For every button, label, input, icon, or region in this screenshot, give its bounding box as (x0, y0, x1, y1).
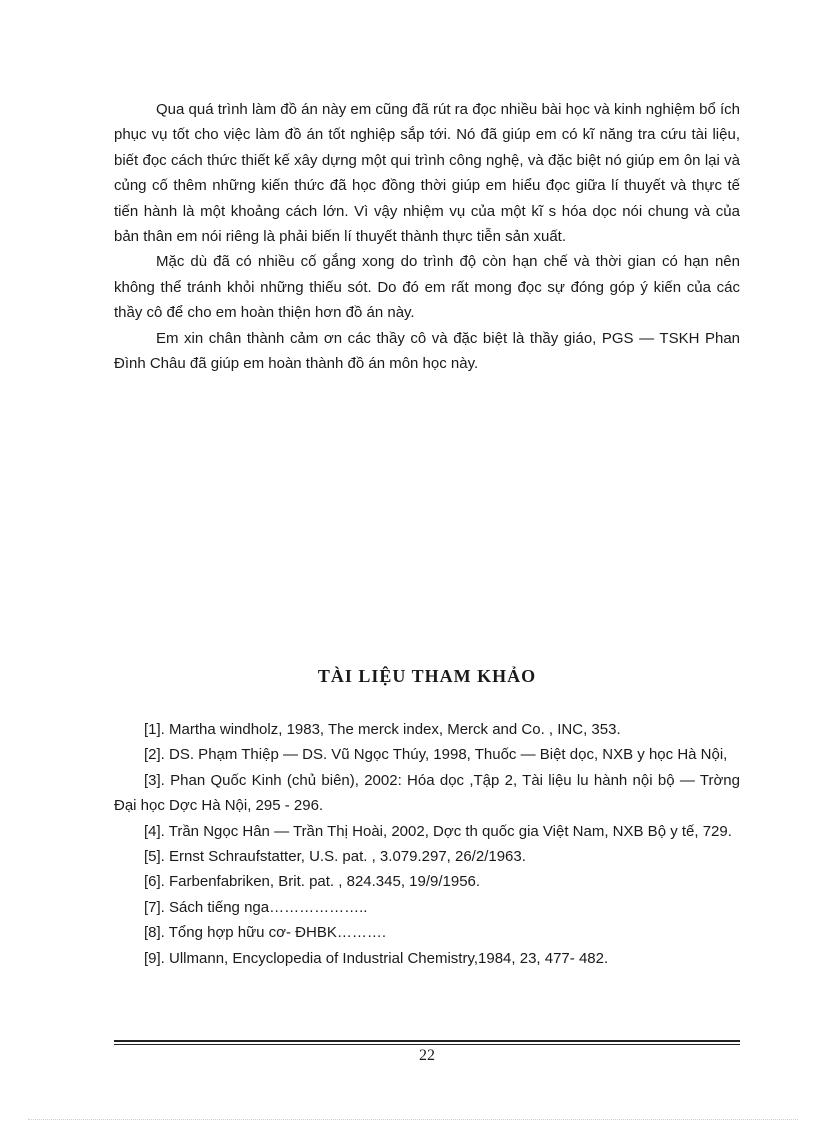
reference-item: [7]. Sách tiếng nga……………….. (144, 898, 368, 916)
conclusion-paragraph-1: Qua quá trình làm đồ án này em cũng đã rút ra đọc nhiều bài học và kinh nghiệm bổ ích phục vụ tốt cho việc làm đồ án tốt nghiệp sắp tới. Nó đã giúp em có kĩ năng tra cứu tài liệu, biết đọc cách thức thiết kế xây dựng một qui trình công nghệ, và đặc biệt nó giúp em ôn lại và củng cố thêm những kiến thức đã học đồng thời giúp em hiểu đọc giữa lí thuyết và thực tế tiến hành là một khoảng cách lớn. Vì vậy nhiệm vụ của một kĩ s hóa dọc nói chung và của bản thân em nói riêng là phải biến lí thuyết thành thực tiễn sản xuất. (114, 101, 740, 246)
reference-item: [5]. Ernst Schraufstatter, U.S. pat. , 3.079.297, 26/2/1963. (144, 848, 526, 866)
conclusion-section (114, 97, 740, 376)
reference-item: [3]. Phan Quốc Kinh (chủ biên), 2002: Hóa dọc ,Tập 2, Tài liệu lu hành nội bộ — Trờng Đại học Dợc Hà Nội, 295 - 296. (114, 771, 740, 815)
reference-item: [6]. Farbenfabriken, Brit. pat. , 824.345, 19/9/1956. (144, 873, 481, 891)
page-number: 22 (419, 1047, 435, 1064)
conclusion-paragraph-2: Mặc dù đã có nhiều cố gắng xong do trình độ còn hạn chế và thời gian có hạn nên không thể tránh khỏi những thiếu sót. Do đó em rất mong đọc sự đóng góp ý kiến của các thầy cô để cho em hoàn thiện hơn đồ án này. (114, 253, 740, 322)
reference-item: [2]. DS. Phạm Thiệp — DS. Vũ Ngọc Thúy, 1998, Thuốc — Biệt dọc, NXB y học Hà Nội, (144, 746, 728, 764)
references-title: TÀI LIỆU THAM KHẢO (317, 666, 537, 686)
reference-item: [4]. Trần Ngọc Hân — Trần Thị Hoài, 2002, Dợc th quốc gia Việt Nam, NXB Bộ y tế, 729. (144, 822, 732, 840)
references-list (114, 717, 740, 971)
reference-item: [1]. Martha windholz, 1983, The merck index, Merck and Co. , INC, 353. (144, 721, 621, 738)
conclusion-paragraph-3: Em xin chân thành cảm ơn các thầy cô và đặc biệt là thầy giáo, PGS — TSKH Phan Đình Châu đã giúp em hoàn thành đồ án môn học này. (114, 329, 740, 373)
page-bottom-border (28, 1119, 798, 1120)
footer-rule-thick (114, 1040, 740, 1042)
reference-item: [9]. Ullmann, Encyclopedia of Industrial Chemistry,1984, 23, 477- 482. (144, 949, 609, 967)
reference-item: [8]. Tổng hợp hữu cơ- ĐHBK………. (144, 924, 387, 942)
footer-rule-thin (114, 1044, 740, 1045)
